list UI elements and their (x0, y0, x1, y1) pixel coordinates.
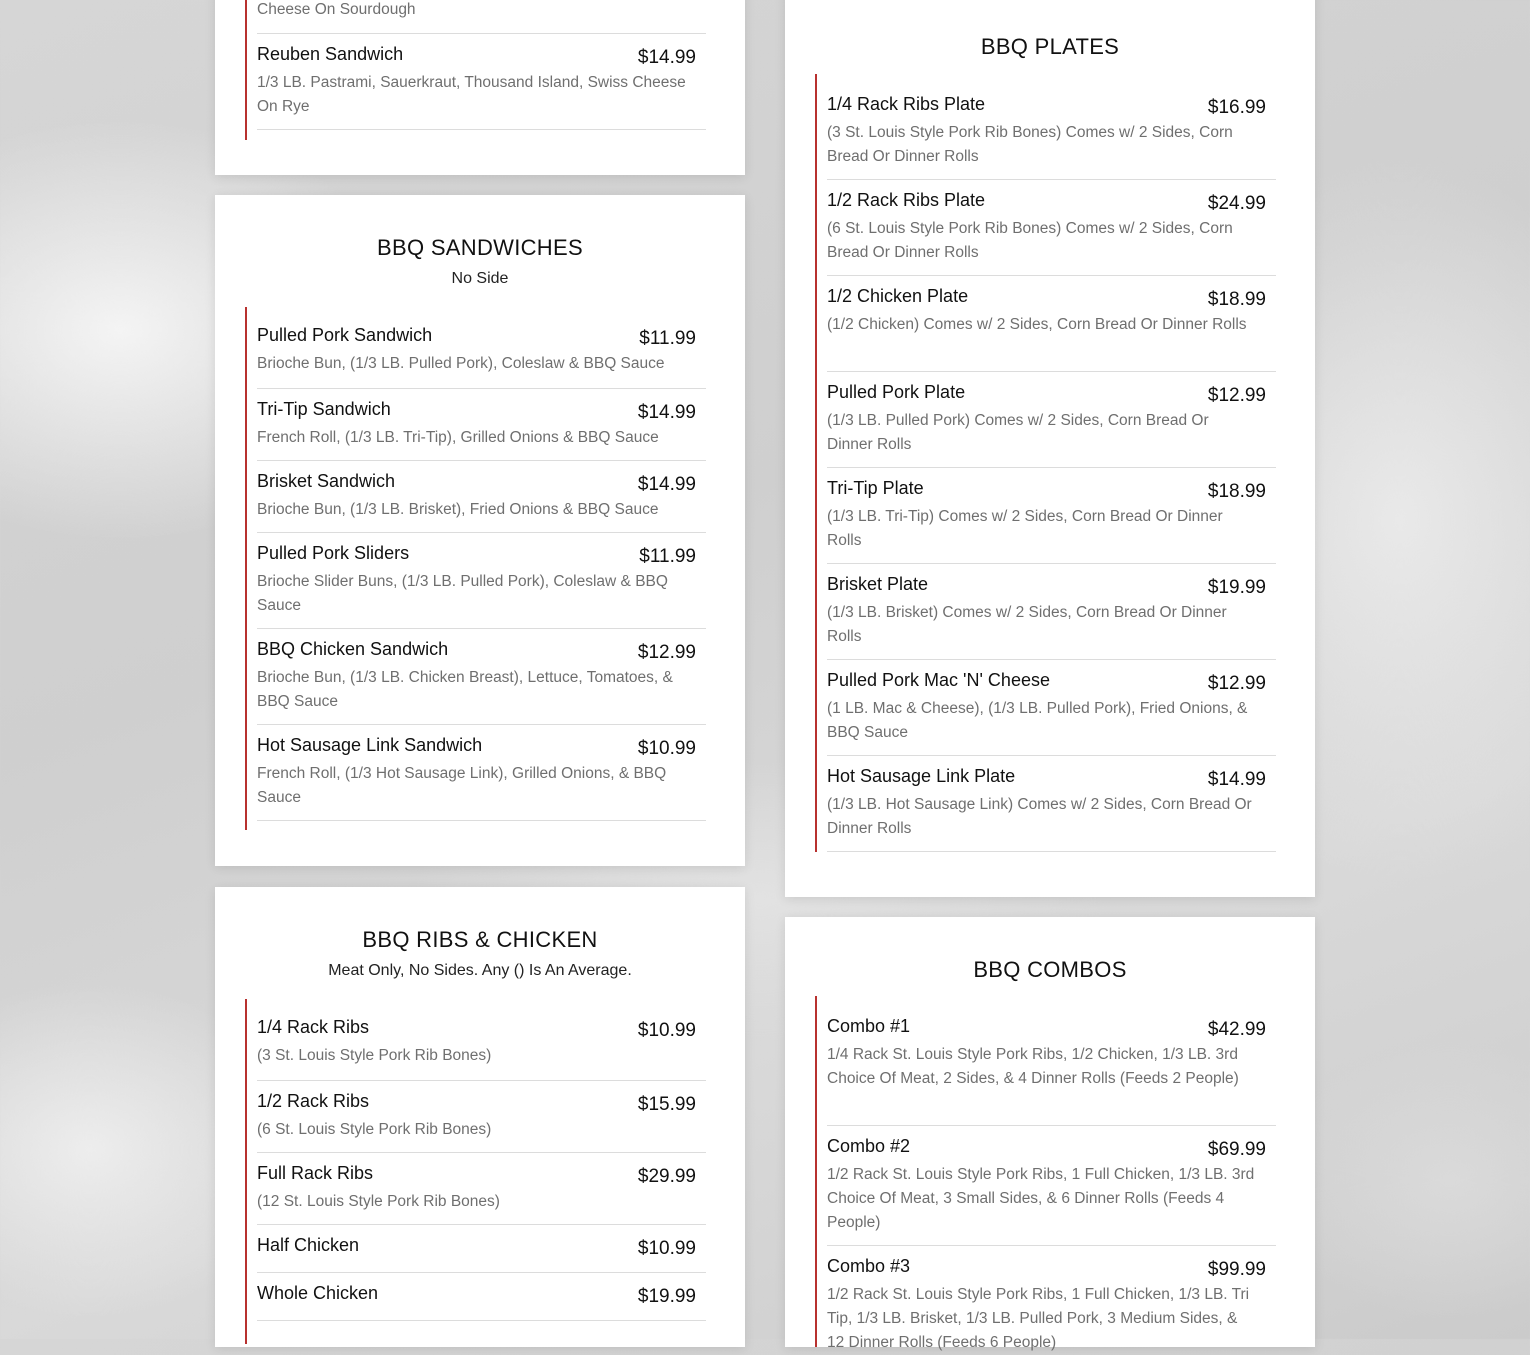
menu-item-price: $18.99 (1207, 481, 1266, 502)
menu-item-name: Half Chicken (257, 1235, 360, 1255)
menu-item-desc: (1/3 LB. Brisket) Comes w/ 2 Sides, Corn Bread Or Dinner Rolls (827, 604, 1227, 645)
menu-item (257, 34, 706, 130)
menu-item-name: Combo #1 (827, 1016, 911, 1036)
menu-item-name: 1/2 Chicken Plate (827, 286, 969, 306)
menu-item-name: Combo #2 (827, 1136, 911, 1156)
menu-item (257, 389, 706, 461)
menu-item-desc: Brioche Slider Buns, (1/3 LB. Pulled Pork), Coleslaw & BBQ Sauce (257, 573, 668, 614)
menu-item-name: 1/2 Rack Ribs Plate (827, 190, 986, 210)
section-title: BBQ COMBOS (973, 957, 1127, 982)
menu-item (827, 74, 1276, 180)
menu-item (827, 468, 1276, 564)
menu-item-desc: Brioche Bun, (1/3 LB. Brisket), Fried Onions & BBQ Sauce (257, 501, 659, 518)
section-subtitle: Meat Only, No Sides. Any () Is An Average. (328, 962, 632, 979)
menu-item-desc: French Roll, (1/3 LB. Tri-Tip), Grilled Onions & BBQ Sauce (257, 429, 659, 446)
menu-item-desc: (1/3 LB. Tri-Tip) Comes w/ 2 Sides, Corn Bread Or Dinner Rolls (827, 508, 1223, 549)
menu-item-name: 1/4 Rack Ribs (257, 1017, 370, 1037)
menu-item-price: $19.99 (1207, 577, 1266, 598)
menu-item-name: Pulled Pork Sliders (257, 543, 410, 563)
menu-item-name: Full Rack Ribs (257, 1163, 374, 1183)
menu-item-name: Hot Sausage Link Plate (827, 766, 1016, 786)
menu-item-price: $15.99 (637, 1094, 696, 1115)
menu-item (827, 1126, 1276, 1246)
menu-item (827, 660, 1276, 756)
menu-item-price: $29.99 (637, 1166, 696, 1187)
menu-item-desc: (12 St. Louis Style Pork Rib Bones) (257, 1193, 500, 1210)
menu-item (827, 1246, 1276, 1351)
menu-item-name: Whole Chicken (257, 1283, 379, 1303)
menu-item-name: BBQ Chicken Sandwich (257, 639, 449, 659)
menu-item-desc: 1/4 Rack St. Louis Style Pork Ribs, 1/2 Chicken, 1/3 LB. 3rd Choice Of Meat, 2 Sides, & 4 Dinner Rolls (Feeds 2 People) (827, 1046, 1239, 1087)
menu-items (245, 999, 707, 1344)
menu-item (827, 564, 1276, 660)
menu-item-name: Pulled Pork Mac 'N' Cheese (827, 670, 1050, 690)
menu-item-name: Brisket Sandwich (257, 471, 396, 491)
menu-item (257, 1225, 706, 1273)
menu-item (257, 533, 706, 629)
menu-items (815, 74, 1277, 852)
menu-item-price: $10.99 (637, 1020, 696, 1041)
menu-item-desc: (3 St. Louis Style Pork Rib Bones) Comes w/ 2 Sides, Corn Bread Or Dinner Rolls (827, 124, 1233, 165)
menu-item-name: Tri-Tip Plate (827, 478, 924, 498)
menu-item-name: Brisket Plate (827, 574, 929, 594)
menu-item (257, 461, 706, 533)
menu-item-desc: 1/3 LB. Pastrami, Sauerkraut, Thousand Island, Swiss Cheese On Rye (257, 74, 686, 115)
menu-item-price: $11.99 (639, 328, 696, 349)
menu-item-desc: (1/3 LB. Hot Sausage Link) Comes w/ 2 Sides, Corn Bread Or Dinner Rolls (827, 796, 1252, 837)
menu-item (257, 725, 706, 821)
menu-items (245, 0, 707, 140)
menu-item (257, 307, 706, 389)
menu-item-price: $69.99 (1207, 1139, 1266, 1160)
menu-item-price: $12.99 (1207, 673, 1266, 694)
menu-item-price: $12.99 (637, 642, 696, 663)
menu-item-price: $14.99 (637, 402, 696, 423)
menu-item (257, 629, 706, 725)
menu-item-name: Combo #3 (827, 1256, 911, 1276)
menu-item (827, 996, 1276, 1126)
menu-item-desc: (6 St. Louis Style Pork Rib Bones) (257, 1121, 492, 1138)
section-title: BBQ PLATES (980, 34, 1120, 59)
menu-item-price: $10.99 (637, 1238, 696, 1259)
menu-item-desc: 1/2 Rack St. Louis Style Pork Ribs, 1 Full Chicken, 1/3 LB. Tri Tip, 1/3 LB. Brisket, 1/3 LB. Pulled Pork, 3 Medium Sides, & 12 Dinner Rolls (Feeds 6 People) (827, 1286, 1250, 1351)
menu-item-name: 1/4 Rack Ribs Plate (827, 94, 986, 114)
menu-card-sandwiches-top (215, 0, 745, 175)
menu-item (827, 372, 1276, 468)
menu-item-price: $18.99 (1207, 289, 1266, 310)
menu-item-name: Reuben Sandwich (257, 44, 404, 64)
menu-item-price: $14.99 (1207, 769, 1266, 790)
menu-item-desc: (6 St. Louis Style Pork Rib Bones) Comes w/ 2 Sides, Corn Bread Or Dinner Rolls (827, 220, 1233, 261)
section-subtitle: No Side (451, 270, 509, 287)
menu-item-price: $12.99 (1207, 385, 1266, 406)
menu-item-desc: Brioche Bun, (1/3 LB. Pulled Pork), Coleslaw & BBQ Sauce (257, 355, 665, 372)
menu-item-desc: Cheese On Sourdough (257, 1, 416, 18)
menu-item-price: $24.99 (1207, 193, 1266, 214)
menu-item (257, 1081, 706, 1153)
menu-item-desc: (1 LB. Mac & Cheese), (1/3 LB. Pulled Pork), Fried Onions, & BBQ Sauce (827, 700, 1248, 741)
section-title: BBQ RIBS & CHICKEN (362, 927, 598, 952)
menu-item-name: Hot Sausage Link Sandwich (257, 735, 483, 755)
menu-item-desc: (3 St. Louis Style Pork Rib Bones) (257, 1047, 492, 1064)
menu-item-price: $42.99 (1207, 1019, 1266, 1040)
menu-item (827, 180, 1276, 276)
menu-item-name: Pulled Pork Plate (827, 382, 966, 402)
menu-card-bbq-sandwiches (215, 195, 745, 866)
menu-items (815, 996, 1277, 1351)
menu-item-desc: (1/2 Chicken) Comes w/ 2 Sides, Corn Bread Or Dinner Rolls (827, 316, 1247, 333)
menu-item-partial (257, 0, 706, 34)
menu-item-price: $99.99 (1207, 1259, 1266, 1280)
menu-item-price: $11.99 (639, 546, 696, 567)
menu-card-bbq-plates (785, 0, 1315, 897)
menu-item-price: $10.99 (637, 738, 696, 759)
menu-item (257, 1153, 706, 1225)
menu-item-price: $16.99 (1207, 97, 1266, 118)
menu-item-name: Pulled Pork Sandwich (257, 325, 433, 345)
menu-item-desc: (1/3 LB. Pulled Pork) Comes w/ 2 Sides, Corn Bread Or Dinner Rolls (827, 412, 1209, 453)
menu-item-price: $14.99 (637, 474, 696, 495)
menu-item-name: 1/2 Rack Ribs (257, 1091, 370, 1111)
menu-item (257, 999, 706, 1081)
menu-item-name: Tri-Tip Sandwich (257, 399, 391, 419)
section-title: BBQ SANDWICHES (377, 235, 583, 260)
menu-card-bbq-ribs-chicken (215, 887, 745, 1347)
menu-items (245, 307, 707, 830)
menu-item-desc: French Roll, (1/3 Hot Sausage Link), Grilled Onions, & BBQ Sauce (257, 765, 667, 806)
menu-item (827, 276, 1276, 372)
menu-item-desc: Brioche Bun, (1/3 LB. Chicken Breast), Lettuce, Tomatoes, & BBQ Sauce (257, 669, 673, 710)
menu-card-bbq-combos (785, 917, 1315, 1351)
menu-item-desc: 1/2 Rack St. Louis Style Pork Ribs, 1 Full Chicken, 1/3 LB. 3rd Choice Of Meat, 3 Small Sides, & 6 Dinner Rolls (Feeds 4 People) (827, 1166, 1255, 1231)
menu-item (257, 1273, 706, 1321)
menu-item-price: $14.99 (637, 47, 696, 68)
menu-item (827, 756, 1276, 852)
menu-item-price: $19.99 (637, 1286, 696, 1307)
